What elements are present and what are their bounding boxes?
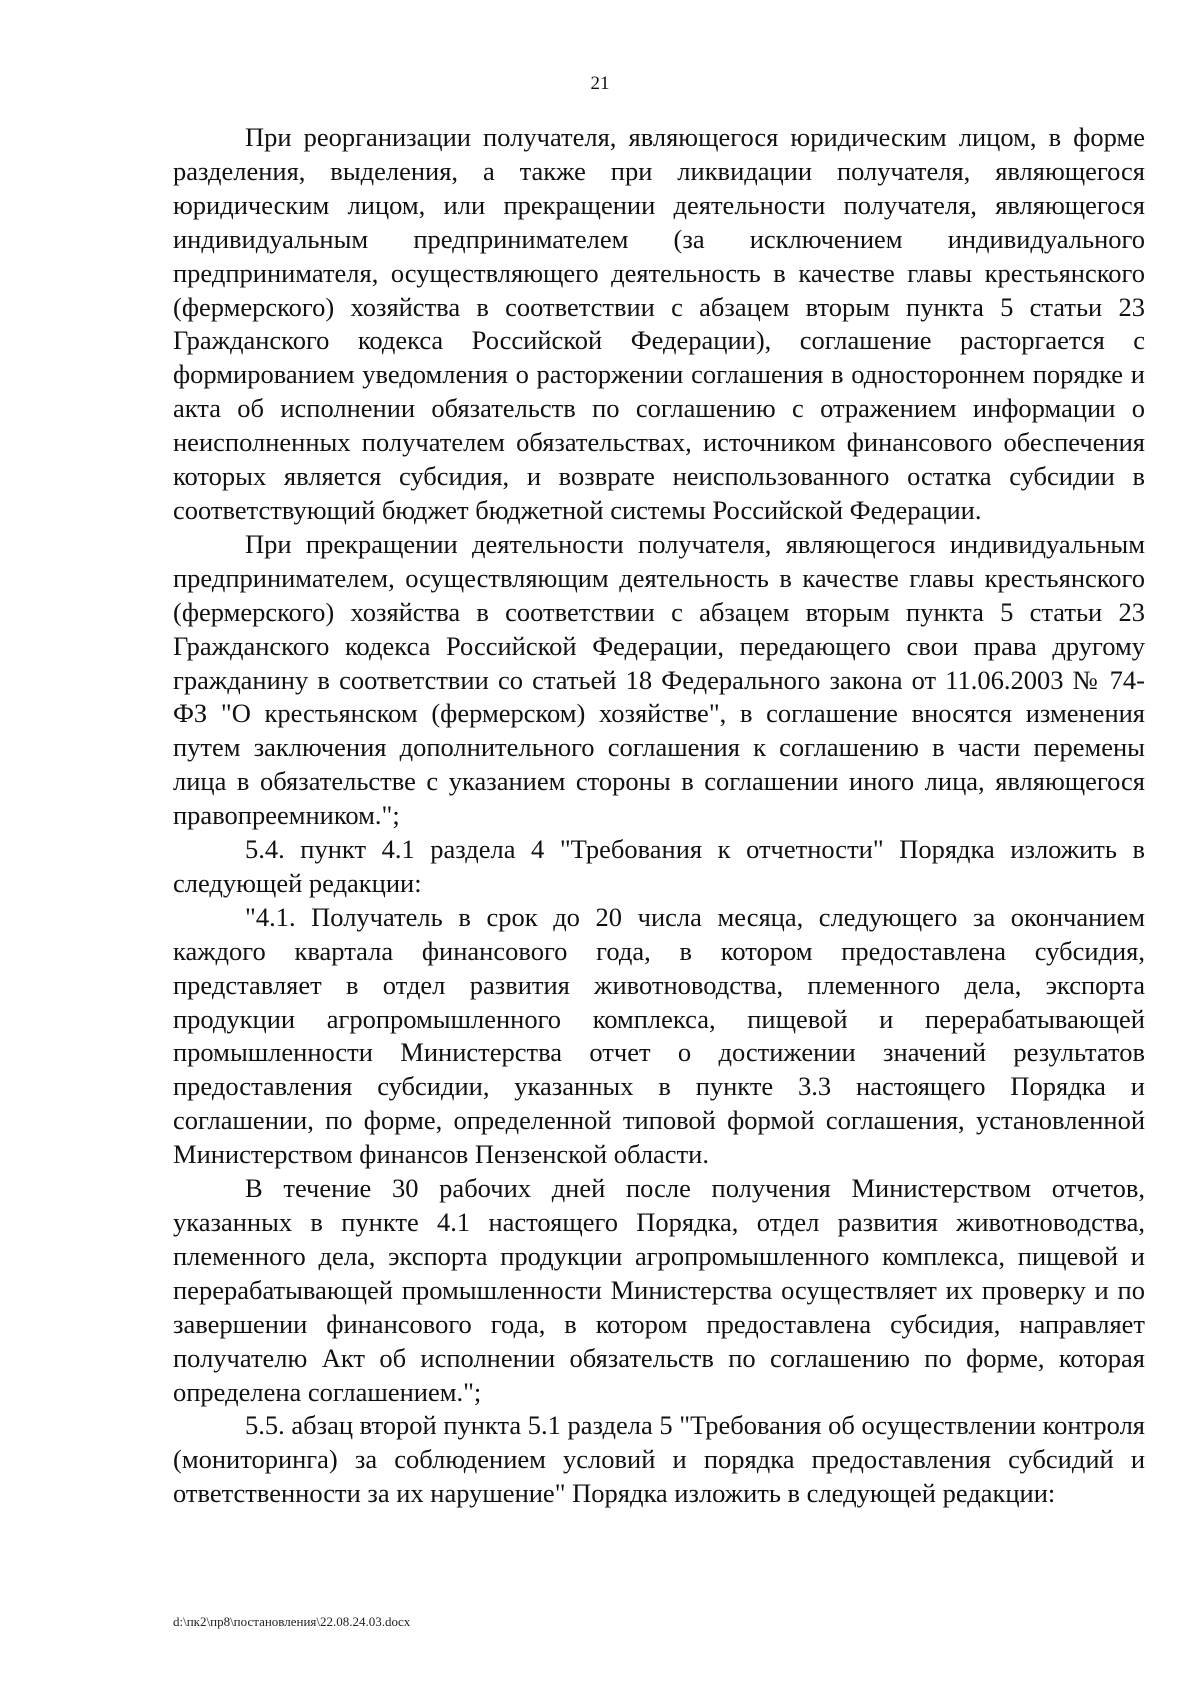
paragraph-clause-4-1: "4.1. Получатель в срок до 20 числа месяца, следующего за окончанием каждого квартала финансового года, в котором предоставлена субсидия, представляет в отдел развития животноводства, племенного дела, экспорта продукции агропромышленного комплекса, пищевой и перерабатывающей промышленности Министерства отчет о достижении значений результатов предоставления субсидии, указанных в пункте 3.3 настоящего Порядка и соглашении, по форме, определенной типовой формой соглашения, установленной Министерством финансов Пензенской области. [173, 901, 1145, 1170]
paragraph-item-5-4: 5.4. пункт 4.1 раздела 4 "Требования к отчетности" Порядка изложить в следующей редакции: [173, 834, 1145, 898]
paragraph-report-check: В течение 30 рабочих дней после получения Министерством отчетов, указанных в пункте 4.1 настоящего Порядка, отдел развития животноводства, племенного дела, экспорта продукции агропромышленного комплекса, пищевой и перерабатывающей промышленности Министерства осуществляет их проверку и по завершении финансового года, в котором предоставлена субсидия, направляет получателю Акт об исполнении обязательств по соглашению по форме, которая определена соглашением."; [173, 1173, 1145, 1407]
document-body [173, 121, 1145, 1511]
paragraph-reorganization: При реорганизации получателя, являющегося юридическим лицом, в форме разделения, выделения, а также при ликвидации получателя, являющегося юридическим лицом, или прекращении деятельности получателя, являющегося индивидуальным предпринимателем (за исключением индивидуального предпринимателя, осуществляющего деятельность в качестве главы крестьянского (фермерского) хозяйства в соответствии с абзацем вторым пункта 5 статьи 23 Гражданского кодекса Российской Федерации), соглашение расторгается с формированием уведомления о расторжении соглашения в одностороннем порядке и акта об исполнении обязательств по соглашению с отражением информации о неисполненных получателем обязательствах, источником финансового обеспечения которых является субсидия, и возврате неиспользованного остатка субсидии в соответствующий бюджет бюджетной системы Российской Федерации. [173, 122, 1145, 525]
footer-file-path: d:\пк2\пр8\постановления\22.08.24.03.docx [173, 1614, 411, 1629]
paragraph-termination-farmer: При прекращении деятельности получателя, являющегося индивидуальным предпринимателем, осуществляющим деятельность в качестве главы крестьянского (фермерского) хозяйства в соответствии с абзацем вторым пункта 5 статьи 23 Гражданского кодекса Российской Федерации, передающего свои права другому гражданину в соответствии со статьей 18 Федерального закона от 11.06.2003 № 74-ФЗ "О крестьянском (фермерском) хозяйстве", в соглашение вносятся изменения путем заключения дополнительного соглашения к соглашению в части перемены лица в обязательстве с указанием стороны в соглашении иного лица, являющегося правопреемником."; [173, 528, 1145, 831]
paragraph-item-5-5: 5.5. абзац второй пункта 5.1 раздела 5 "Требования об осуществлении контроля (мониторинга) за соблюдением условий и порядка предоставления субсидий и ответственности за их нарушение" Порядка изложить в следующей редакции: [173, 1410, 1145, 1509]
page-number: 21 [590, 73, 610, 94]
